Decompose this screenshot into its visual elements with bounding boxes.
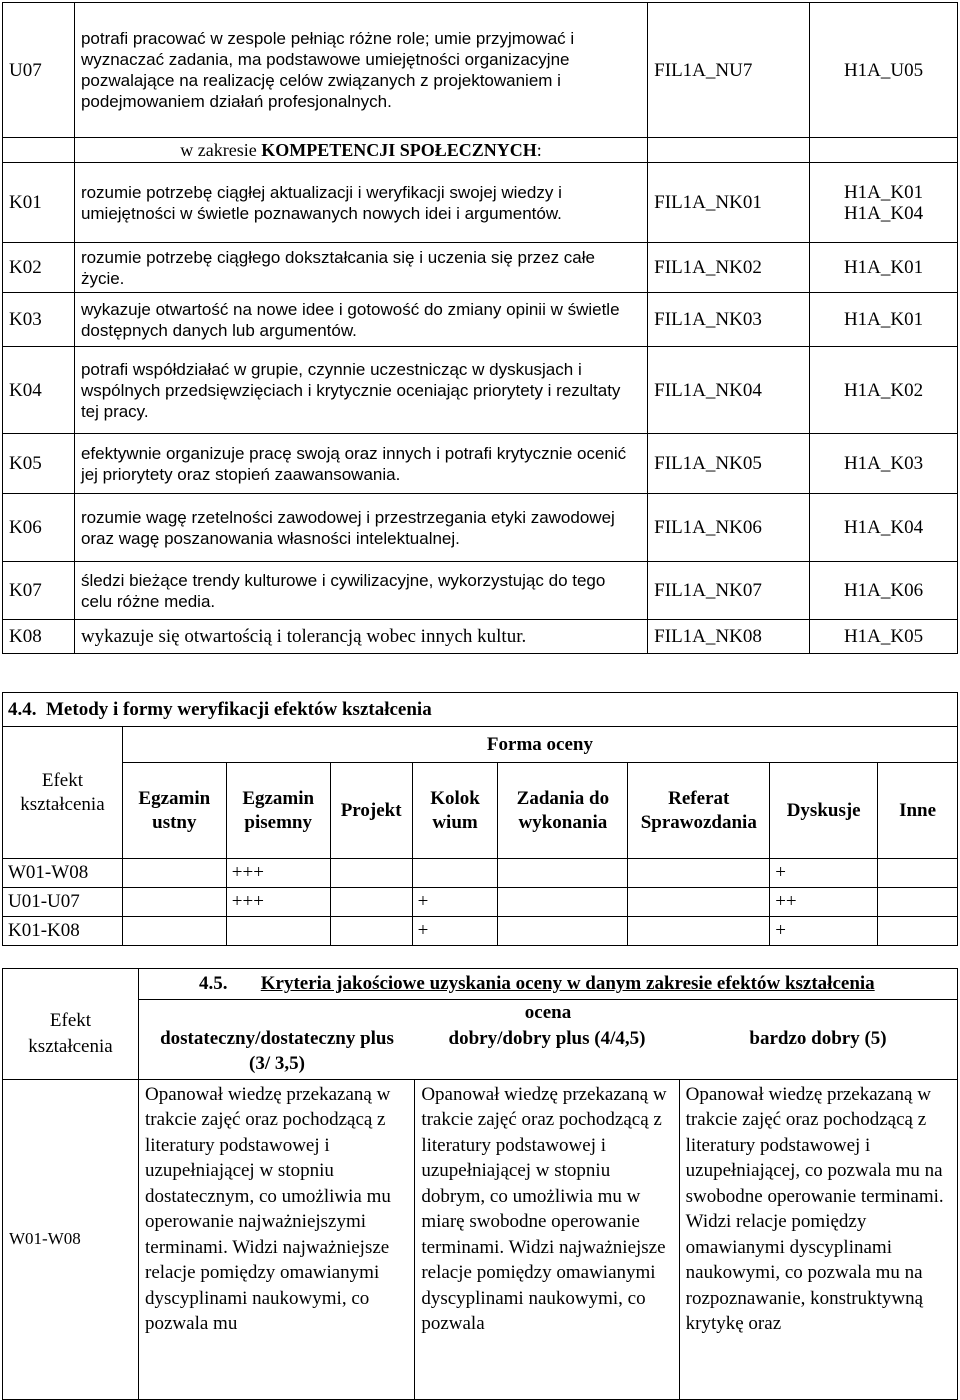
effect-description: potrafi współdziałać w grupie, czynnie uczestnicząc w dyskusjach i wspólnych przedsięwzięciach i krytycznie oceniając priorytety i rezultaty tej pracy.: [74, 347, 647, 434]
table-row: [3, 1079, 958, 1399]
row-label: U01-U07: [3, 888, 123, 917]
direction-effect: FIL1A_NK04: [648, 347, 810, 434]
effect-description: potrafi pracować w zespole pełniąc różne role; umie przyjmować i wyznaczać zadania, ma podstawowe umiejętności organizacyjne pozwalające na realizację celów związanych z projektowaniem i podejmowaniem działań profesjonalnych.: [74, 3, 647, 138]
table-row: [3, 562, 958, 620]
effect-description: wykazuje otwartość na nowe idee i gotowość do zmiany opinii w świetle dostępnych danych lub argumentów.: [74, 293, 647, 347]
direction-effect: FIL1A_NK07: [648, 562, 810, 620]
cell: +: [770, 917, 878, 946]
header-egzamin-pisemny: Egzamin pisemny: [226, 763, 330, 859]
area-effect: H1A_K05: [810, 620, 958, 654]
cell: [412, 859, 498, 888]
cell: ++: [770, 888, 878, 917]
row-label: K01-K08: [3, 917, 123, 946]
effect-description: efektywnie organizuje pracę swoją oraz innych i potrafi krytycznie ocenić jej priorytety oraz stopień zaawansowania.: [74, 434, 647, 494]
direction-effect: FIL1A_NK08: [648, 620, 810, 654]
effect-code: K04: [3, 347, 75, 434]
header-efekt: Efekt kształcenia: [3, 727, 123, 859]
row-label: W01-W08: [3, 859, 123, 888]
effect-code: U07: [3, 3, 75, 138]
cell: [878, 888, 958, 917]
header-egzamin-ustny: Egzamin ustny: [122, 763, 226, 859]
effect-description: śledzi bieżące trendy kulturowe i cywilizacyjne, wykorzystując do tego celu różne media.: [74, 562, 647, 620]
cell: [498, 859, 628, 888]
cell: [498, 917, 628, 946]
direction-effect: FIL1A_NK01: [648, 163, 810, 243]
quality-criteria-table: [2, 968, 958, 1400]
cell: [878, 859, 958, 888]
cell: +: [412, 888, 498, 917]
header-referat: Referat Sprawozdania: [628, 763, 770, 859]
effect-description: wykazuje się otwartością i tolerancją wobec innych kultur.: [74, 620, 647, 654]
grade-text-db: Opanował wiedzę przekazaną w trakcie zajęć oraz pochodzącą z literatury podstawowej i uzupełniającej w stopniu dobrym, co umożliwia mu w miarę swobodne operowanie terminami. Widzi najważniejsze relacje pomiędzy omawianymi dyscyplinami naukowymi, co pozwala: [415, 1079, 679, 1399]
effect-code: K06: [3, 494, 75, 562]
cell: [498, 888, 628, 917]
grade-text-bdb: Opanował wiedzę przekazaną w trakcie zajęć oraz pochodzącą z literatury podstawowej i uzupełniającej, co pozwala mu na swobodne operowanie terminami. Widzi relacje pomiędzy omawianymi dyscyplinami naukowymi, co pozwala mu na rozpoznawanie, konstruktywną krytykę oraz: [679, 1079, 957, 1399]
grade-header-bdb: bardzo dobry (5): [749, 1027, 887, 1049]
effect-description: rozumie potrzebę ciągłego dokształcania się i uczenia się przez całe życie.: [74, 243, 647, 293]
direction-effect: FIL1A_NK06: [648, 494, 810, 562]
cell: [330, 859, 412, 888]
cell: +: [770, 859, 878, 888]
section-title-row: [3, 693, 958, 727]
effect-code: K03: [3, 293, 75, 347]
grade-text-dst: Opanował wiedzę przekazaną w trakcie zajęć oraz pochodzącą z literatury podstawowej i uzupełniającej w stopniu dostatecznym, co umożliwia mu operowanie najważniejszymi terminami. Widzi najważniejsze relacje pomiędzy omawianymi dyscyplinami naukowymi, co pozwala mu: [139, 1079, 415, 1399]
effect-code: K02: [3, 243, 75, 293]
header-efekt: Efekt kształcenia: [3, 969, 139, 1080]
cell: [878, 917, 958, 946]
cell: [226, 917, 330, 946]
direction-effect: FIL1A_NK03: [648, 293, 810, 347]
table-row: [3, 163, 958, 243]
forma-oceny-header: Forma oceny: [122, 727, 957, 763]
area-effect: H1A_K04: [810, 494, 958, 562]
table-row: [3, 434, 958, 494]
cell: [122, 888, 226, 917]
area-effect: H1A_K02: [810, 347, 958, 434]
direction-effect: FIL1A_NU7: [648, 3, 810, 138]
table-row: [3, 293, 958, 347]
cell: [330, 917, 412, 946]
header-zadania: Zadania do wykonania: [498, 763, 628, 859]
cell: [122, 859, 226, 888]
section-45-title: 4.5. Kryteria jakościowe uzyskania oceny w danym zakresie efektów kształcenia: [139, 969, 958, 1000]
table-row: [3, 888, 958, 917]
effect-description: rozumie wagę rzetelności zawodowej i przestrzegania etyki zawodowej oraz wagę poszanowania własności intelektualnej.: [74, 494, 647, 562]
table-row: [3, 494, 958, 562]
table-row: [3, 917, 958, 946]
effect-code: K07: [3, 562, 75, 620]
competence-header: w zakresie KOMPETENCJI SPOŁECZNYCH:: [74, 138, 647, 163]
effect-description: rozumie potrzebę ciągłej aktualizacji i weryfikacji swojej wiedzy i umiejętności w świetle poznawanych nowych idei i argumentów.: [74, 163, 647, 243]
table-row: [3, 859, 958, 888]
effect-code: K08: [3, 620, 75, 654]
verification-methods-table: [2, 692, 958, 946]
effects-table: [2, 2, 958, 654]
table-row: [3, 620, 958, 654]
cell: [628, 888, 770, 917]
area-effect: H1A_K03: [810, 434, 958, 494]
effect-code: K01: [3, 163, 75, 243]
area-effect: H1A_K01: [810, 293, 958, 347]
cell: +: [412, 917, 498, 946]
cell: +++: [226, 888, 330, 917]
area-effect: H1A_K06: [810, 562, 958, 620]
cell: [628, 917, 770, 946]
cell: +++: [226, 859, 330, 888]
area-effect: H1A_U05: [810, 3, 958, 138]
table-row: [3, 347, 958, 434]
section-44-title: 4.4. Metody i formy weryfikacji efektów kształcenia: [3, 693, 958, 727]
effect-code: K05: [3, 434, 75, 494]
row-label: W01-W08: [3, 1079, 139, 1399]
cell: [628, 859, 770, 888]
direction-effect: FIL1A_NK02: [648, 243, 810, 293]
cell: [122, 917, 226, 946]
cell: [330, 888, 412, 917]
table-row: [3, 243, 958, 293]
header-inne: Inne: [878, 763, 958, 859]
grade-header-dst: dostateczny/dostateczny plus (3/ 3,5): [160, 1027, 394, 1074]
header-projekt: Projekt: [330, 763, 412, 859]
section-header-row: [3, 138, 958, 163]
area-effect: H1A_K01: [810, 243, 958, 293]
ocena-header: ocena: [524, 1001, 572, 1023]
grade-header-db: dobry/dobry plus (4/4,5): [448, 1027, 646, 1049]
header-kolokwium: Kolok wium: [412, 763, 498, 859]
table-row: [3, 3, 958, 138]
direction-effect: FIL1A_NK05: [648, 434, 810, 494]
area-effect: H1A_K01 H1A_K04: [810, 163, 958, 243]
header-dyskusje: Dyskusje: [770, 763, 878, 859]
